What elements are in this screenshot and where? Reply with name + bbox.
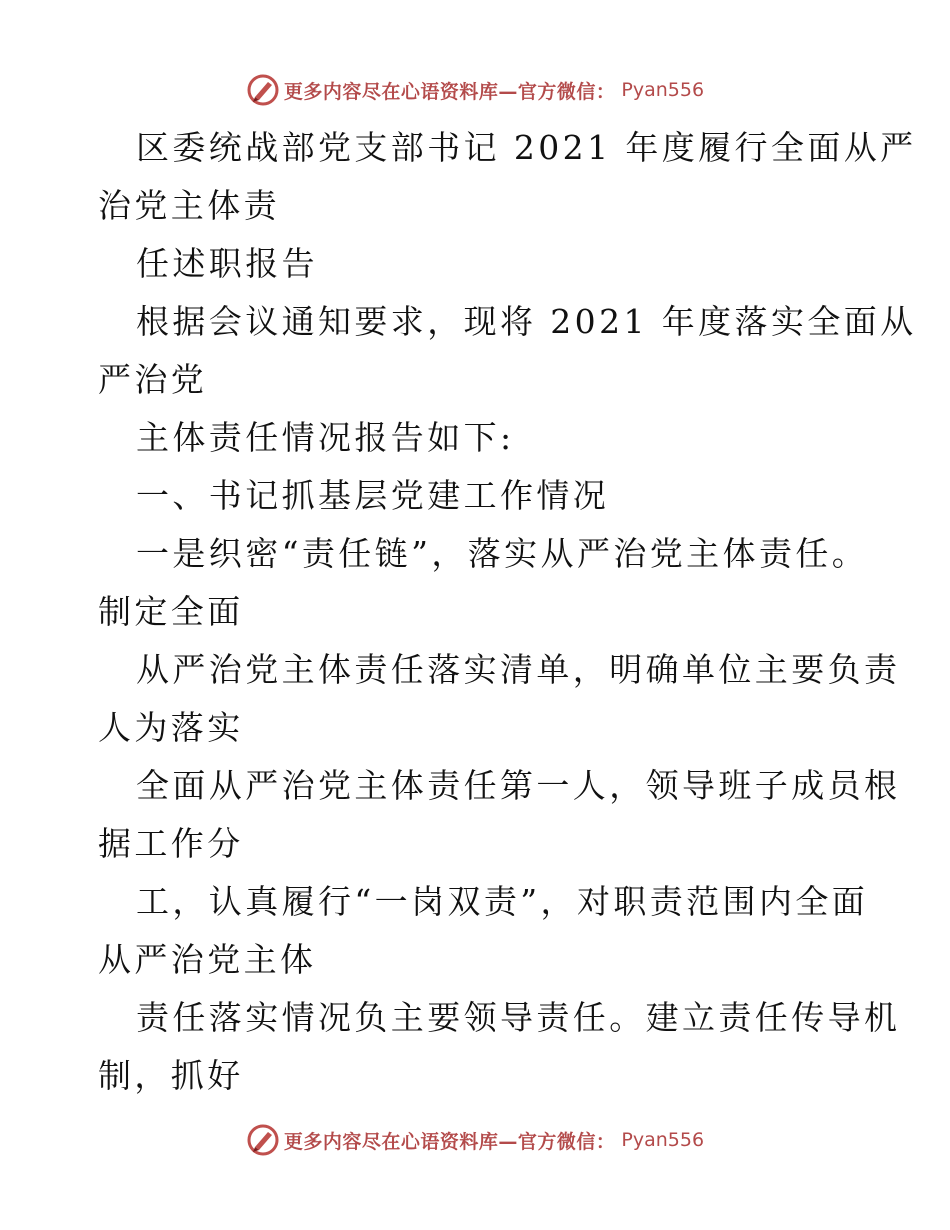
watermark-text: 更多内容尽在心语资料库—官方微信： [283, 1130, 616, 1153]
document-title-line-3: 任述职报告 [136, 244, 318, 283]
paragraph-line: 主体责任情况报告如下: [136, 418, 515, 457]
paragraph-line: 一是织密“责任链”，落实从严治党主体责任。 [136, 534, 869, 573]
section-heading: 一、书记抓基层党建工作情况 [136, 476, 610, 515]
watermark-text: 更多内容尽在心语资料库—官方微信： [283, 80, 616, 103]
document-title-line-2: 治党主体责 [98, 186, 280, 225]
paragraph-line: 严治党 [98, 360, 208, 399]
paragraph-line: 制，抓好 [98, 1056, 244, 1095]
pen-logo-icon [246, 73, 280, 107]
paragraph-line: 制定全面 [98, 592, 244, 631]
footer-watermark [0, 1120, 950, 1160]
watermark-group [246, 73, 704, 107]
paragraph-line: 人为落实 [98, 708, 244, 747]
header-watermark [0, 70, 950, 110]
paragraph-line: 责任落实情况负主要领导责任。建立责任传导机 [136, 998, 901, 1037]
paragraph-line: 根据会议通知要求，现将 2021 年度落实全面从 [136, 302, 917, 341]
document-title-line-1: 区委统战部党支部书记 2021 年度履行全面从严 [136, 128, 917, 167]
watermark-wechat-id: Pyan556 [621, 1129, 705, 1151]
watermark-wechat-id: Pyan556 [621, 79, 705, 101]
watermark-group [246, 1123, 704, 1157]
paragraph-line: 从严治党主体责任落实清单，明确单位主要负责 [136, 650, 901, 689]
paragraph-line: 据工作分 [98, 824, 244, 863]
pen-logo-icon [246, 1123, 280, 1157]
paragraph-line: 全面从严治党主体责任第一人，领导班子成员根 [136, 766, 901, 805]
paragraph-line: 工，认真履行“一岗双责”，对职责范围内全面 [136, 882, 869, 921]
paragraph-line: 从严治党主体 [98, 940, 317, 979]
